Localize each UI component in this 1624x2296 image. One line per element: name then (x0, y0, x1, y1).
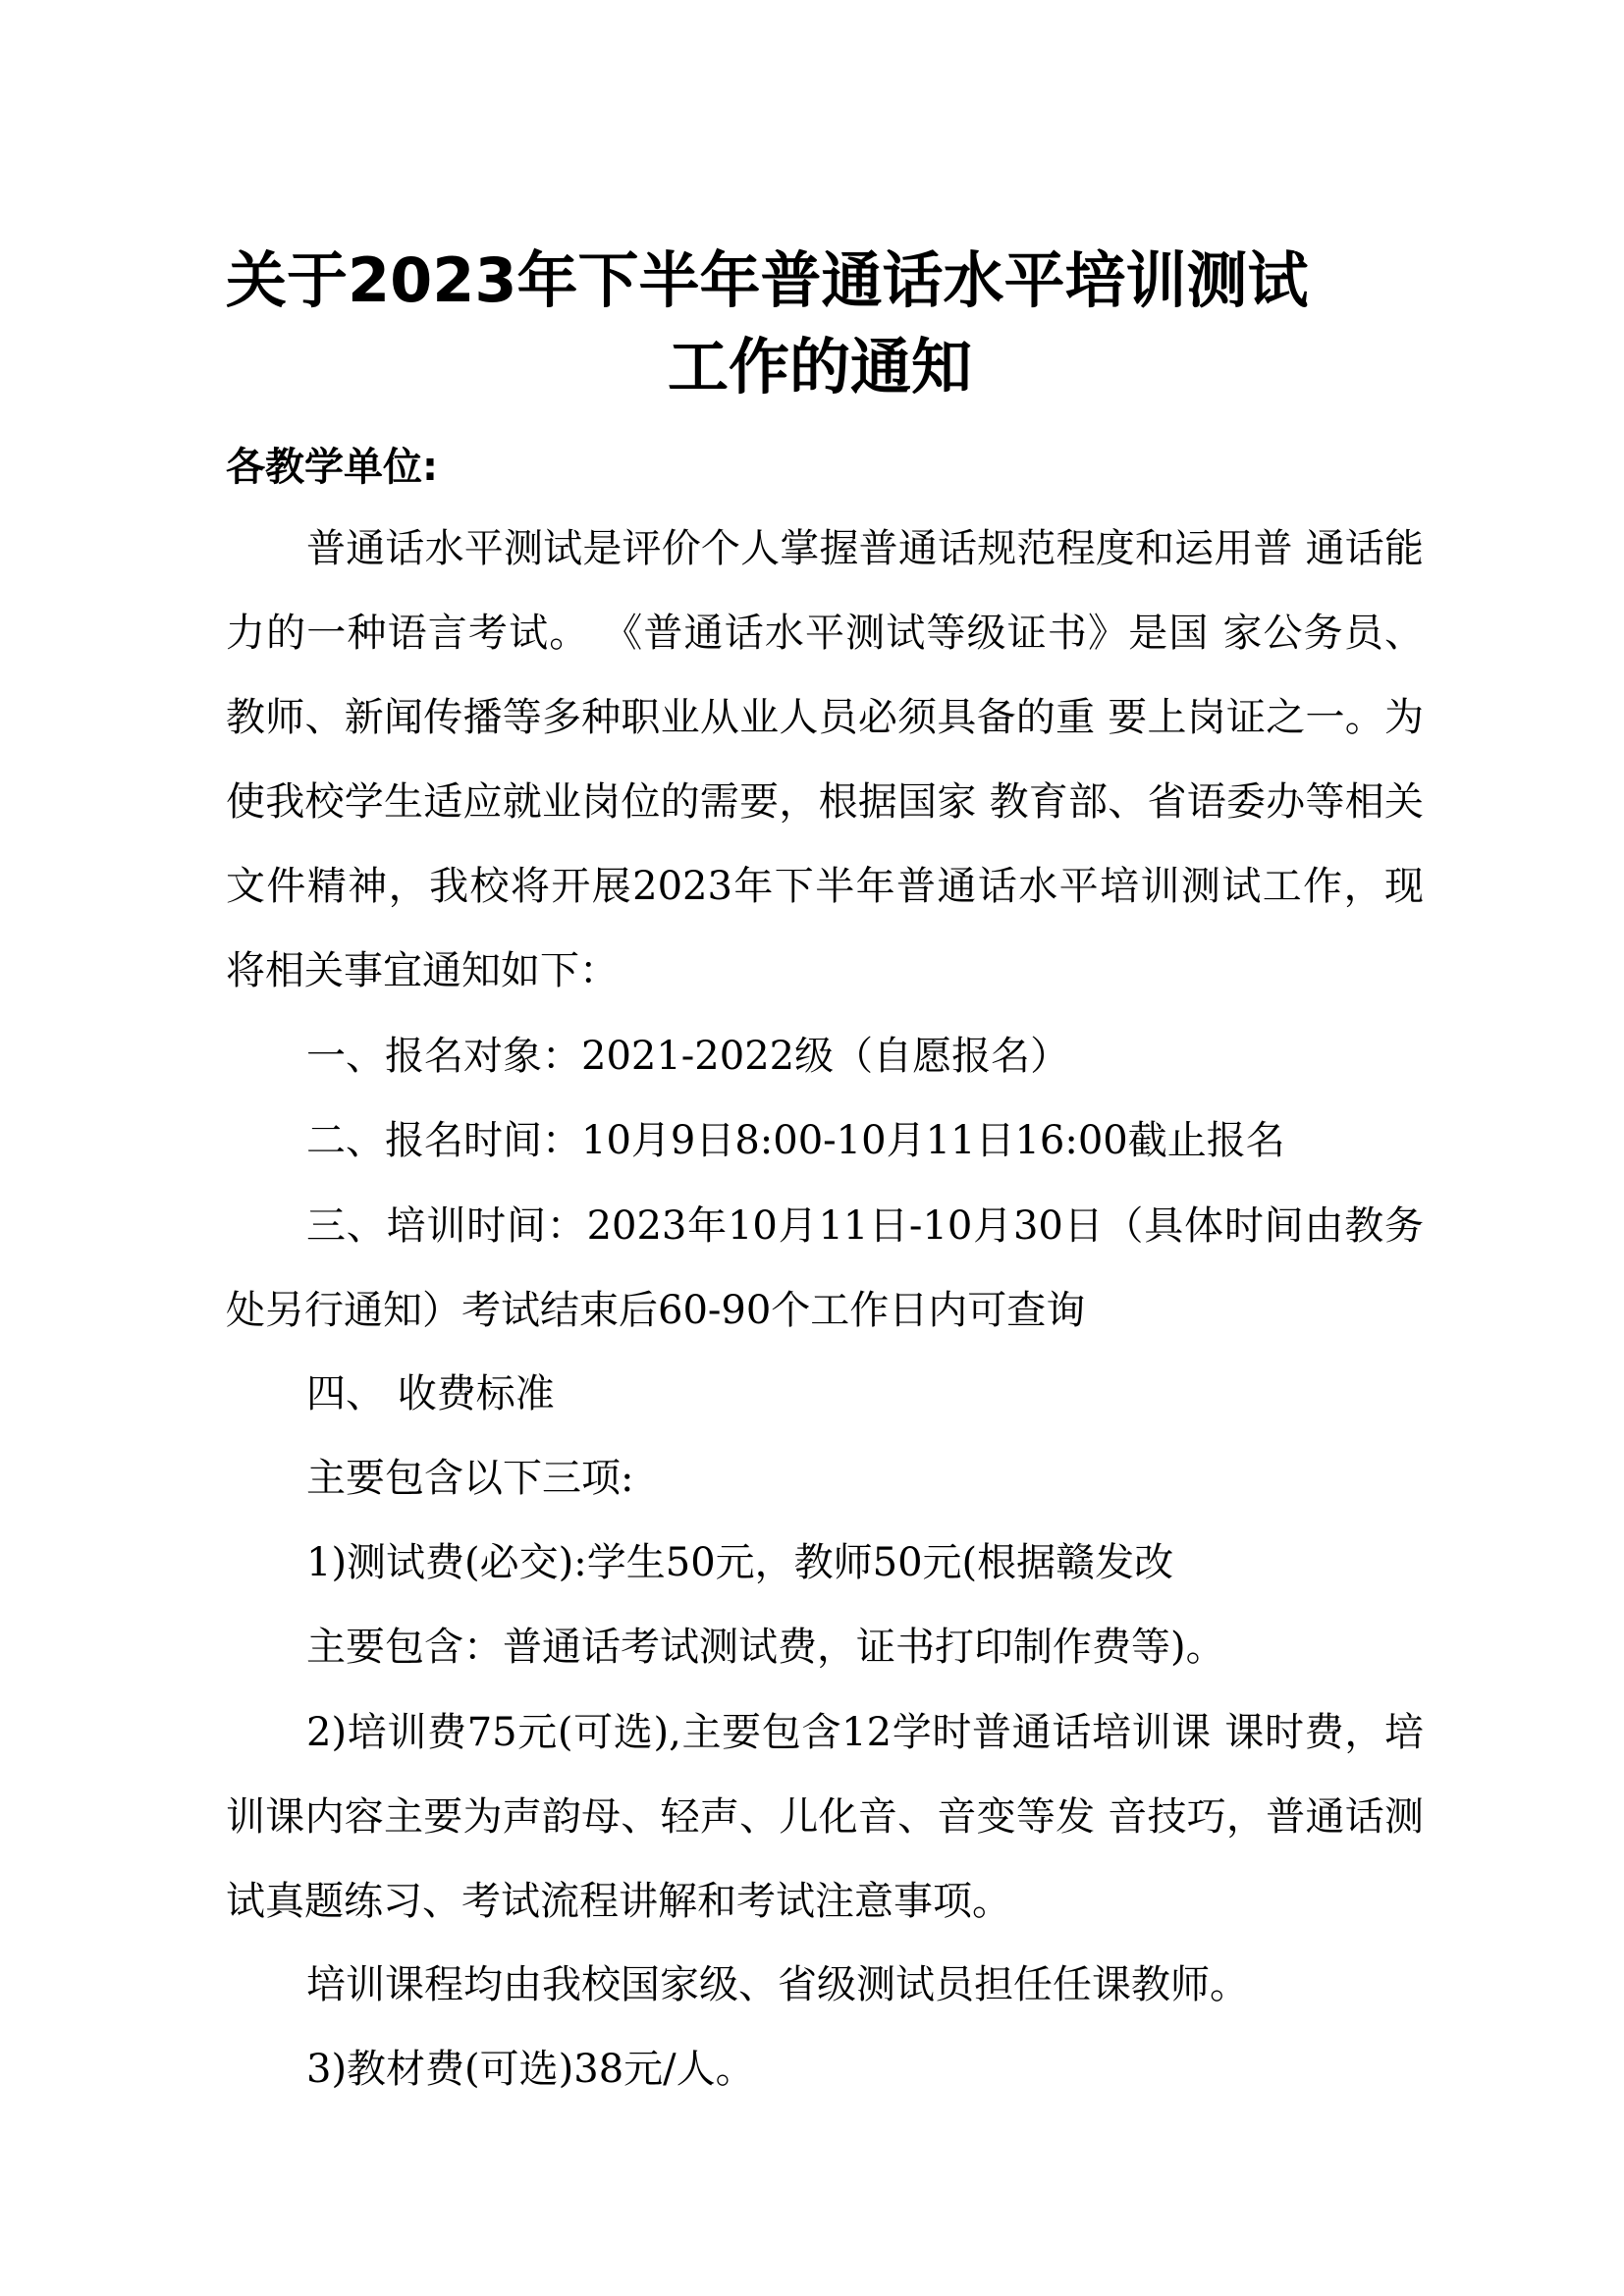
item-fee-standard: 四、 收费标准 (306, 1371, 555, 1416)
item-registration-time: 二、报名时间：10月9日8:00-10月11日16:00截止报名 (306, 1118, 1285, 1163)
fee-textbook: 3)教材费(可选)38元/人。 (306, 2047, 755, 2092)
fee-test: 1)测试费(必交):学生50元，教师50元(根据赣发改 (306, 1540, 1174, 1585)
fee-test-detail: 主要包含：普通话考试测试费，证书打印制作费等)。 (306, 1625, 1225, 1670)
fee-training-teacher: 培训课程均由我校国家级、省级测试员担任任课教师。 (306, 1962, 1249, 2007)
intro-paragraph: 普通话水平测试是评价个人掌握普通话规范程度和运用普 通话能力的一种语言考试。 《普通话水平测试等级证书》是国 家公务员、教师、新闻传播等多种职业从业人员必须具备的重 要上岗证之一。为使我校学生适应就业岗位的需要，根据国家 教育部、省语委办等相关文件精神，我校将开展2023年下半年普通话水平培训测试工作，现将相关事宜通知如下： (226, 526, 1424, 993)
item-registration-target: 一、报名对象：2021-2022级（自愿报名） (306, 1034, 1070, 1079)
item-training-time: 三、培训时间：2023年10月11日-10月30日（具体时间由教务处另行通知）考试结束后60-90个工作日内可查询 (226, 1203, 1424, 1333)
salutation: 各教学单位: (226, 445, 438, 490)
fee-training: 2)培训费75元(可选),主要包含12学时普通话培训课 课时费，培训课内容主要为声韵母、轻声、儿化音、音变等发 音技巧，普通话测试真题练习、考试流程讲解和考试注意事项。 (226, 1710, 1424, 1924)
fee-intro: 主要包含以下三项: (306, 1456, 634, 1501)
document-title-line-1: 关于2023年下半年普通话水平培训测试 (226, 244, 1309, 316)
document-title-line-2: 工作的通知 (668, 331, 973, 402)
